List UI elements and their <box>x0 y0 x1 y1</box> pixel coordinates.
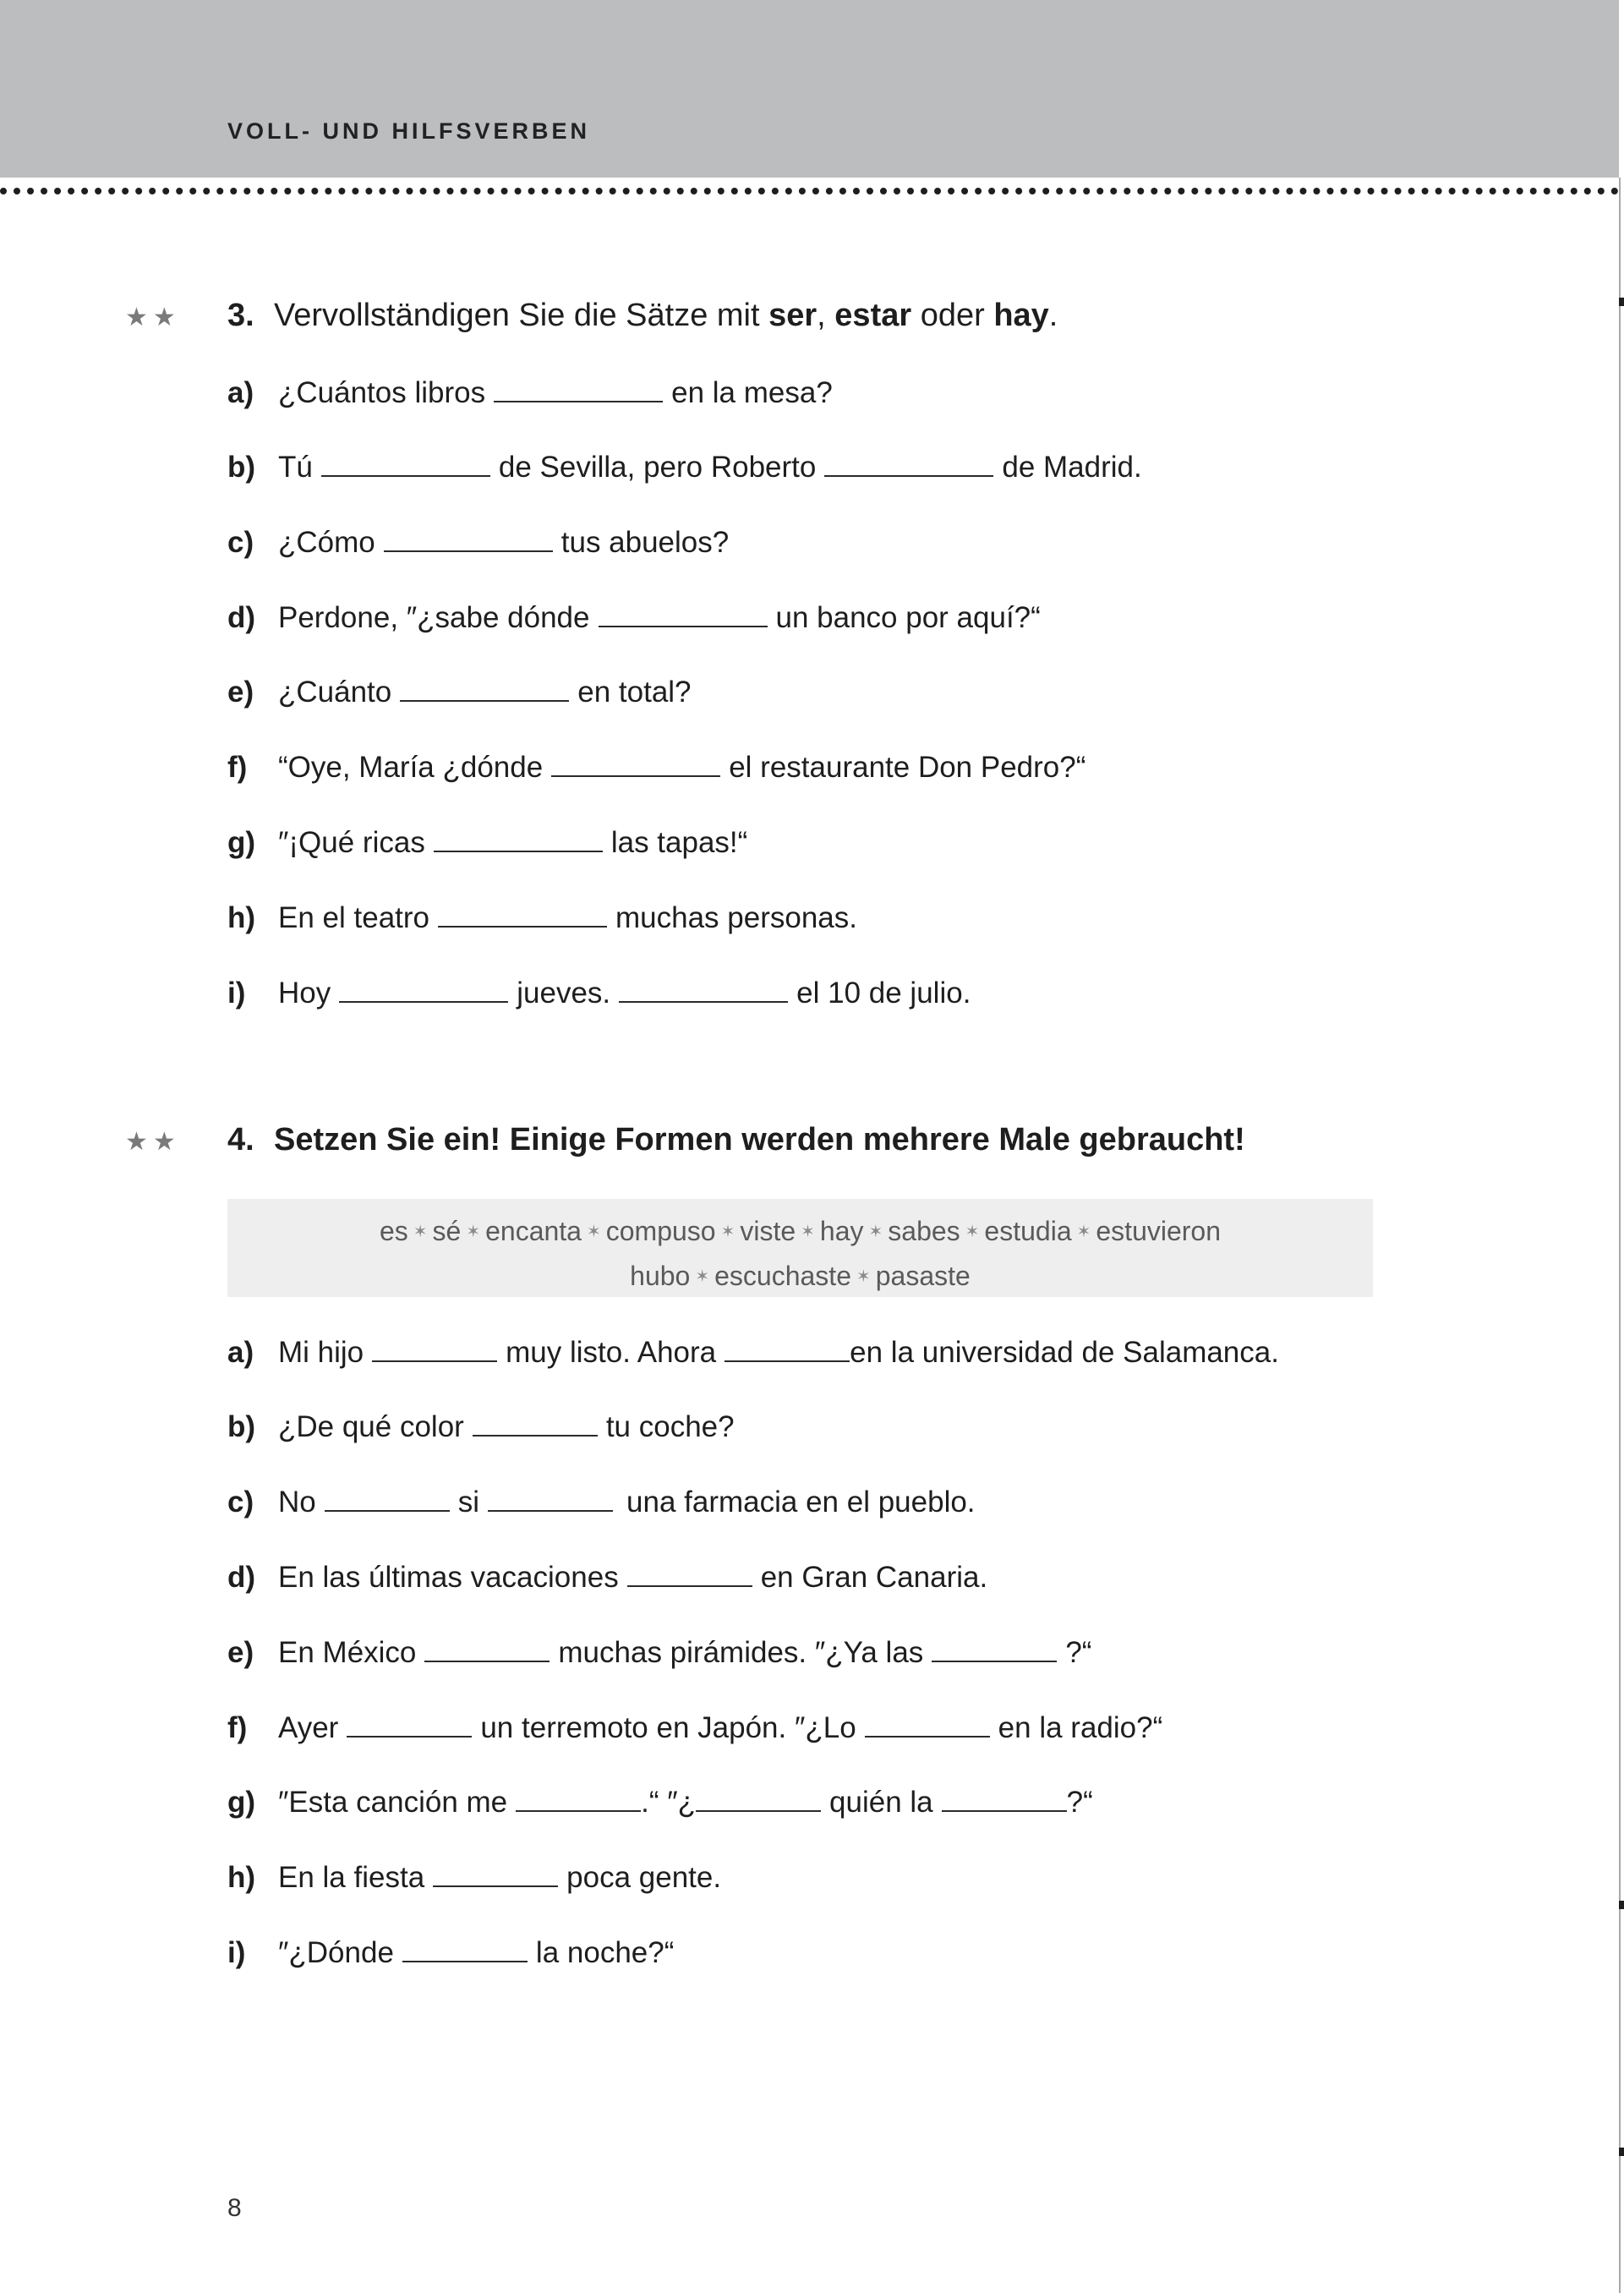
answer-blank[interactable] <box>347 1736 472 1738</box>
exercise-4-item-d <box>227 1561 987 1595</box>
edge-notch-mark <box>1619 1901 1624 1909</box>
item-text: en Gran Canaria. <box>760 1561 988 1594</box>
exercise-4-item-e <box>227 1636 1091 1670</box>
exercise-3-item-g <box>227 826 747 860</box>
item-text: en la universidad de Salamanca. <box>850 1336 1279 1369</box>
exercise-title <box>274 298 1058 334</box>
word-bank-line <box>227 1209 1373 1254</box>
word-bank-item: encanta <box>485 1216 582 1246</box>
item-text: .“ ″¿ <box>641 1786 697 1819</box>
separator-icon: ✶ <box>868 1223 883 1241</box>
item-text: muchas personas. <box>615 901 857 934</box>
item-text: “Oye, María ¿dónde <box>278 751 544 784</box>
answer-blank[interactable] <box>599 626 768 627</box>
item-letter: c) <box>227 1486 254 1519</box>
item-text: ″¿Dónde <box>278 1936 394 1969</box>
answer-blank[interactable] <box>824 475 993 477</box>
item-text: ″Esta canción me <box>278 1786 508 1819</box>
dotted-divider <box>0 188 1619 194</box>
exercise-number: 3. <box>227 298 254 333</box>
item-text: ?“ <box>1065 1636 1092 1669</box>
answer-blank[interactable] <box>942 1810 1067 1812</box>
answer-blank[interactable] <box>725 1360 850 1362</box>
title-text: oder <box>911 298 994 333</box>
item-text: un terremoto en Japón. ″¿Lo <box>480 1711 856 1744</box>
title-keyword-ser: ser <box>768 298 817 333</box>
item-text: quién la <box>829 1786 933 1819</box>
item-text: el restaurante Don Pedro?“ <box>729 751 1086 784</box>
word-bank-item: compuso <box>605 1216 716 1246</box>
word-bank-item: viste <box>740 1216 796 1246</box>
item-letter: b) <box>227 1410 256 1443</box>
difficulty-stars: ★★ <box>125 304 181 331</box>
item-text: una farmacia en el pueblo. <box>626 1486 976 1519</box>
item-text: poca gente. <box>566 1861 722 1894</box>
item-letter: a) <box>227 1336 254 1369</box>
item-letter: f) <box>227 1711 248 1744</box>
item-text: de Madrid. <box>1002 451 1142 484</box>
word-bank-item: escuchaste <box>714 1261 851 1291</box>
item-letter: e) <box>227 1636 254 1669</box>
item-text: en la mesa? <box>671 376 833 409</box>
item-text: ¿De qué color <box>278 1410 464 1443</box>
item-text: si <box>457 1486 480 1519</box>
exercise-3-item-b <box>227 451 1142 484</box>
item-letter: a) <box>227 376 254 409</box>
separator-icon: ✶ <box>413 1223 428 1241</box>
answer-blank[interactable] <box>473 1435 598 1437</box>
word-bank-item: hubo <box>630 1261 691 1291</box>
answer-blank[interactable] <box>372 1360 497 1362</box>
edge-notch-mark <box>1619 298 1624 306</box>
item-letter: i) <box>227 977 246 1010</box>
exercise-3-heading <box>125 298 1478 334</box>
title-keyword-hay: hay <box>993 298 1049 333</box>
item-letter: c) <box>227 526 254 559</box>
separator-icon: ✶ <box>586 1223 601 1241</box>
item-text: En la fiesta <box>278 1861 425 1894</box>
answer-blank[interactable] <box>516 1810 641 1812</box>
answer-blank[interactable] <box>494 401 663 402</box>
page-number: 8 <box>227 2194 242 2222</box>
item-letter: d) <box>227 1561 256 1594</box>
item-letter: d) <box>227 601 256 634</box>
exercise-3-item-c <box>227 526 729 560</box>
answer-blank[interactable] <box>932 1661 1057 1662</box>
item-letter: b) <box>227 451 256 484</box>
item-text: la noche?“ <box>535 1936 675 1969</box>
page-edge-line <box>1619 178 1621 2293</box>
item-text: un banco por aquí?“ <box>775 601 1041 634</box>
separator-icon: ✶ <box>965 1223 980 1241</box>
exercise-4-item-c <box>227 1486 976 1519</box>
header-band <box>0 0 1619 178</box>
exercise-3-item-h <box>227 901 857 935</box>
item-text: ¿Cuánto <box>278 676 392 709</box>
item-letter: g) <box>227 1786 256 1819</box>
section-title: VOLL- UND HILFSVERBEN <box>227 118 591 144</box>
answer-blank[interactable] <box>434 851 603 852</box>
item-text: el 10 de julio. <box>796 977 971 1010</box>
separator-icon: ✶ <box>466 1223 481 1241</box>
exercise-4-item-f <box>227 1711 1162 1745</box>
word-bank-item: pasaste <box>875 1261 971 1291</box>
item-letter: i) <box>227 1936 246 1969</box>
item-text: muchas pirámides. ″¿Ya las <box>558 1636 924 1669</box>
answer-blank[interactable] <box>400 700 569 702</box>
item-text: ?“ <box>1066 1786 1093 1819</box>
exercise-4-item-h <box>227 1861 721 1895</box>
word-bank-item: es <box>379 1216 408 1246</box>
answer-blank[interactable] <box>402 1961 528 1962</box>
answer-blank[interactable] <box>424 1661 550 1662</box>
word-bank-item: estudia <box>984 1216 1072 1246</box>
title-text: , <box>817 298 835 333</box>
item-text: en total? <box>577 676 692 709</box>
exercise-4-item-g <box>227 1786 1093 1820</box>
exercise-4-item-a <box>227 1336 1279 1370</box>
item-text: ¿Cómo <box>278 526 375 559</box>
item-text: Tú <box>278 451 313 484</box>
item-text: jueves. <box>517 977 611 1010</box>
exercise-4-heading <box>125 1122 1478 1158</box>
exercise-3-item-a <box>227 376 833 410</box>
item-text: en la radio?“ <box>998 1711 1163 1744</box>
item-letter: g) <box>227 826 256 859</box>
edge-notch-mark <box>1619 2148 1624 2156</box>
answer-blank[interactable] <box>438 926 607 928</box>
separator-icon: ✶ <box>695 1267 710 1286</box>
difficulty-stars: ★★ <box>125 1128 181 1156</box>
exercise-3-item-e <box>227 676 692 709</box>
answer-blank[interactable] <box>696 1810 821 1812</box>
word-bank-item: sabes <box>888 1216 960 1246</box>
word-bank-line <box>227 1254 1373 1299</box>
answer-blank[interactable] <box>433 1885 558 1887</box>
exercise-3-item-d <box>227 601 1041 635</box>
item-text: Perdone, ″¿sabe dónde <box>278 601 590 634</box>
item-text: tus abuelos? <box>560 526 730 559</box>
exercise-4-item-i <box>227 1936 674 1970</box>
item-letter: f) <box>227 751 248 784</box>
title-text: . <box>1048 298 1058 333</box>
item-text: Mi hijo <box>278 1336 364 1369</box>
item-text: las tapas!“ <box>610 826 748 859</box>
answer-blank[interactable] <box>321 475 490 477</box>
separator-icon: ✶ <box>801 1223 815 1241</box>
answer-blank[interactable] <box>488 1510 613 1512</box>
word-bank-item: hay <box>819 1216 864 1246</box>
title-keyword-estar: estar <box>834 298 912 333</box>
item-text: No <box>278 1486 316 1519</box>
separator-icon: ✶ <box>720 1223 735 1241</box>
item-letter: h) <box>227 901 256 934</box>
exercise-4-item-b <box>227 1410 735 1444</box>
item-text: ″¡Qué ricas <box>278 826 425 859</box>
word-bank-item: estuvieron <box>1096 1216 1222 1246</box>
answer-blank[interactable] <box>865 1736 990 1738</box>
title-text: Vervollständigen Sie die Sätze mit <box>274 298 769 333</box>
answer-blank[interactable] <box>325 1510 450 1512</box>
answer-blank[interactable] <box>619 1001 788 1003</box>
item-text: tu coche? <box>605 1410 735 1443</box>
item-text: En el teatro <box>278 901 429 934</box>
answer-blank[interactable] <box>551 775 720 777</box>
item-text: Hoy <box>278 977 331 1010</box>
item-text: de Sevilla, pero Roberto <box>498 451 817 484</box>
exercise-title: Setzen Sie ein! Einige Formen werden mehrere Male gebraucht! <box>274 1122 1245 1157</box>
exercise-3-item-f <box>227 751 1085 785</box>
separator-icon: ✶ <box>1076 1223 1091 1241</box>
item-text: Ayer <box>278 1711 339 1744</box>
separator-icon: ✶ <box>856 1267 871 1286</box>
exercise-3-item-i <box>227 977 971 1010</box>
answer-blank[interactable] <box>384 550 553 552</box>
item-text: En México <box>278 1636 417 1669</box>
exercise-number: 4. <box>227 1122 254 1157</box>
item-text: En las últimas vacaciones <box>278 1561 619 1594</box>
item-text: ¿Cuántos libros <box>278 376 486 409</box>
item-letter: e) <box>227 676 254 709</box>
word-bank <box>227 1199 1373 1297</box>
answer-blank[interactable] <box>339 1001 508 1003</box>
answer-blank[interactable] <box>627 1585 752 1587</box>
item-letter: h) <box>227 1861 256 1894</box>
word-bank-item: sé <box>432 1216 462 1246</box>
item-text: muy listo. Ahora <box>506 1336 717 1369</box>
